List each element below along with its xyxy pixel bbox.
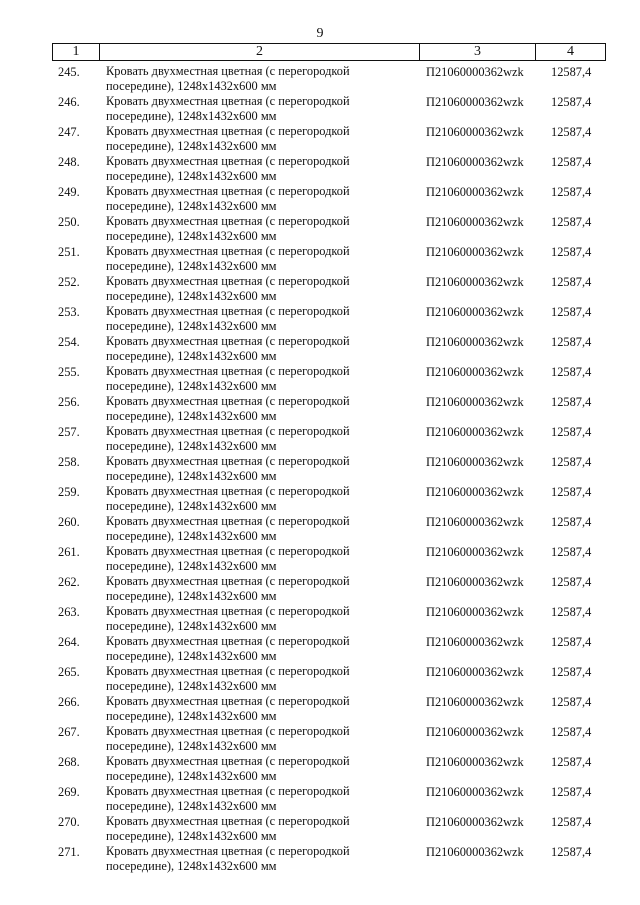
item-code: П21060000362wzk <box>426 215 524 229</box>
item-code: П21060000362wzk <box>426 845 524 859</box>
item-name-line1: Кровать двухместная цветная (с перегородкой <box>106 64 350 78</box>
row-number: 247. <box>58 125 80 139</box>
item-name-line1: Кровать двухместная цветная (с перегородкой <box>106 784 350 798</box>
item-code: П21060000362wzk <box>426 575 524 589</box>
item-name <box>106 274 406 303</box>
row-number: 257. <box>58 425 80 439</box>
row-number: 251. <box>58 245 80 259</box>
item-name-line1: Кровать двухместная цветная (с перегородкой <box>106 244 350 258</box>
item-name-line2: посередине), 1248x1432x600 мм <box>106 378 277 393</box>
item-name <box>106 394 406 423</box>
item-name <box>106 544 406 573</box>
item-value: 12587,4 <box>551 695 592 709</box>
item-code: П21060000362wzk <box>426 95 524 109</box>
item-code: П21060000362wzk <box>426 365 524 379</box>
item-name-line2: посередине), 1248x1432x600 мм <box>106 258 277 273</box>
item-value: 12587,4 <box>551 185 592 199</box>
table-row <box>0 183 640 213</box>
row-number: 255. <box>58 365 80 379</box>
item-name-line1: Кровать двухместная цветная (с перегородкой <box>106 394 350 408</box>
table-row <box>0 753 640 783</box>
item-value: 12587,4 <box>551 545 592 559</box>
table-row <box>0 303 640 333</box>
table-header <box>52 43 606 61</box>
table-row <box>0 63 640 93</box>
item-code: П21060000362wzk <box>426 65 524 79</box>
row-number: 264. <box>58 635 80 649</box>
table-row <box>0 213 640 243</box>
table-row <box>0 153 640 183</box>
item-name <box>106 634 406 663</box>
table-row <box>0 633 640 663</box>
item-name-line2: посередине), 1248x1432x600 мм <box>106 468 277 483</box>
item-value: 12587,4 <box>551 65 592 79</box>
item-value: 12587,4 <box>551 245 592 259</box>
row-number: 250. <box>58 215 80 229</box>
item-value: 12587,4 <box>551 425 592 439</box>
item-code: П21060000362wzk <box>426 425 524 439</box>
item-name-line1: Кровать двухместная цветная (с перегородкой <box>106 304 350 318</box>
item-value: 12587,4 <box>551 815 592 829</box>
item-value: 12587,4 <box>551 635 592 649</box>
row-number: 261. <box>58 545 80 559</box>
row-number: 265. <box>58 665 80 679</box>
item-code: П21060000362wzk <box>426 695 524 709</box>
item-name <box>106 724 406 753</box>
item-name-line1: Кровать двухместная цветная (с перегородкой <box>106 724 350 738</box>
item-name-line2: посередине), 1248x1432x600 мм <box>106 198 277 213</box>
item-value: 12587,4 <box>551 755 592 769</box>
item-code: П21060000362wzk <box>426 395 524 409</box>
row-number: 253. <box>58 305 80 319</box>
item-code: П21060000362wzk <box>426 455 524 469</box>
table-row <box>0 843 640 873</box>
table-body <box>0 63 640 873</box>
item-code: П21060000362wzk <box>426 545 524 559</box>
row-number: 260. <box>58 515 80 529</box>
item-value: 12587,4 <box>551 575 592 589</box>
item-name-line1: Кровать двухместная цветная (с перегородкой <box>106 424 350 438</box>
item-code: П21060000362wzk <box>426 785 524 799</box>
item-code: П21060000362wzk <box>426 185 524 199</box>
item-name-line2: посередине), 1248x1432x600 мм <box>106 288 277 303</box>
item-code: П21060000362wzk <box>426 755 524 769</box>
row-number: 256. <box>58 395 80 409</box>
item-name-line1: Кровать двухместная цветная (с перегородкой <box>106 184 350 198</box>
row-number: 254. <box>58 335 80 349</box>
table-row <box>0 243 640 273</box>
item-value: 12587,4 <box>551 335 592 349</box>
table-row <box>0 423 640 453</box>
item-name <box>106 844 406 873</box>
item-name-line2: посередине), 1248x1432x600 мм <box>106 708 277 723</box>
row-number: 269. <box>58 785 80 799</box>
item-value: 12587,4 <box>551 455 592 469</box>
item-value: 12587,4 <box>551 395 592 409</box>
item-name-line1: Кровать двухместная цветная (с перегородкой <box>106 214 350 228</box>
table-row <box>0 393 640 423</box>
row-number: 266. <box>58 695 80 709</box>
item-name <box>106 454 406 483</box>
item-name <box>106 64 406 93</box>
item-value: 12587,4 <box>551 215 592 229</box>
row-number: 262. <box>58 575 80 589</box>
item-name <box>106 574 406 603</box>
item-name-line1: Кровать двухместная цветная (с перегородкой <box>106 664 350 678</box>
item-name <box>106 424 406 453</box>
item-name <box>106 124 406 153</box>
item-name-line1: Кровать двухместная цветная (с перегородкой <box>106 634 350 648</box>
row-number: 259. <box>58 485 80 499</box>
item-name-line1: Кровать двухместная цветная (с перегородкой <box>106 154 350 168</box>
item-value: 12587,4 <box>551 725 592 739</box>
table-row <box>0 483 640 513</box>
table-row <box>0 273 640 303</box>
row-number: 245. <box>58 65 80 79</box>
item-name-line1: Кровать двухместная цветная (с перегородкой <box>106 694 350 708</box>
item-value: 12587,4 <box>551 665 592 679</box>
row-number: 252. <box>58 275 80 289</box>
row-number: 268. <box>58 755 80 769</box>
column-header-4: 4 <box>567 44 574 59</box>
item-name-line1: Кровать двухместная цветная (с перегородкой <box>106 364 350 378</box>
item-name <box>106 484 406 513</box>
table-row <box>0 603 640 633</box>
row-number: 267. <box>58 725 80 739</box>
item-name <box>106 214 406 243</box>
item-name <box>106 814 406 843</box>
item-name-line1: Кровать двухместная цветная (с перегородкой <box>106 454 350 468</box>
column-header-2: 2 <box>100 44 420 60</box>
table-row <box>0 513 640 543</box>
item-code: П21060000362wzk <box>426 275 524 289</box>
item-code: П21060000362wzk <box>426 305 524 319</box>
item-name-line2: посередине), 1248x1432x600 мм <box>106 348 277 363</box>
row-number: 270. <box>58 815 80 829</box>
item-value: 12587,4 <box>551 485 592 499</box>
item-name <box>106 94 406 123</box>
item-name-line1: Кровать двухместная цветная (с перегородкой <box>106 124 350 138</box>
page-number: 9 <box>316 26 324 41</box>
item-value: 12587,4 <box>551 125 592 139</box>
item-name <box>106 754 406 783</box>
item-name <box>106 364 406 393</box>
row-number: 271. <box>58 845 80 859</box>
table-row <box>0 723 640 753</box>
item-name <box>106 244 406 273</box>
table-row <box>0 123 640 153</box>
item-code: П21060000362wzk <box>426 665 524 679</box>
item-name-line1: Кровать двухместная цветная (с перегородкой <box>106 844 350 858</box>
item-code: П21060000362wzk <box>426 245 524 259</box>
item-value: 12587,4 <box>551 845 592 859</box>
item-name-line1: Кровать двухместная цветная (с перегородкой <box>106 514 350 528</box>
item-name-line1: Кровать двухместная цветная (с перегородкой <box>106 604 350 618</box>
row-number: 263. <box>58 605 80 619</box>
item-name <box>106 334 406 363</box>
table-row <box>0 363 640 393</box>
item-name-line1: Кровать двухместная цветная (с перегородкой <box>106 814 350 828</box>
row-number: 258. <box>58 455 80 469</box>
item-name-line2: посередине), 1248x1432x600 мм <box>106 438 277 453</box>
row-number: 248. <box>58 155 80 169</box>
item-name-line2: посередине), 1248x1432x600 мм <box>106 678 277 693</box>
item-code: П21060000362wzk <box>426 725 524 739</box>
item-name <box>106 784 406 813</box>
item-name-line2: посередине), 1248x1432x600 мм <box>106 768 277 783</box>
item-name-line2: посередине), 1248x1432x600 мм <box>106 108 277 123</box>
item-name-line2: посередине), 1248x1432x600 мм <box>106 828 277 843</box>
item-name-line1: Кровать двухместная цветная (с перегородкой <box>106 94 350 108</box>
item-name-line1: Кровать двухместная цветная (с перегородкой <box>106 274 350 288</box>
item-name <box>106 694 406 723</box>
item-name-line2: посередине), 1248x1432x600 мм <box>106 408 277 423</box>
table-row <box>0 333 640 363</box>
item-code: П21060000362wzk <box>426 485 524 499</box>
item-code: П21060000362wzk <box>426 155 524 169</box>
column-header-3: 3 <box>420 44 536 60</box>
item-name-line1: Кровать двухместная цветная (с перегородкой <box>106 484 350 498</box>
item-value: 12587,4 <box>551 305 592 319</box>
item-code: П21060000362wzk <box>426 515 524 529</box>
row-number: 246. <box>58 95 80 109</box>
row-number: 249. <box>58 185 80 199</box>
table-row <box>0 573 640 603</box>
item-value: 12587,4 <box>551 95 592 109</box>
item-code: П21060000362wzk <box>426 605 524 619</box>
table-row <box>0 453 640 483</box>
table-row <box>0 693 640 723</box>
item-name-line2: посередине), 1248x1432x600 мм <box>106 558 277 573</box>
item-name-line2: посередине), 1248x1432x600 мм <box>106 498 277 513</box>
item-code: П21060000362wzk <box>426 125 524 139</box>
item-name-line2: посередине), 1248x1432x600 мм <box>106 738 277 753</box>
item-name-line2: посередине), 1248x1432x600 мм <box>106 168 277 183</box>
item-name-line2: посередине), 1248x1432x600 мм <box>106 138 277 153</box>
item-value: 12587,4 <box>551 275 592 289</box>
item-name-line2: посередине), 1248x1432x600 мм <box>106 618 277 633</box>
table-row <box>0 813 640 843</box>
table-row <box>0 783 640 813</box>
item-value: 12587,4 <box>551 605 592 619</box>
item-name-line1: Кровать двухместная цветная (с перегородкой <box>106 754 350 768</box>
table-row <box>0 663 640 693</box>
item-code: П21060000362wzk <box>426 815 524 829</box>
column-header-1: 1 <box>53 44 100 60</box>
table-row <box>0 93 640 123</box>
item-value: 12587,4 <box>551 155 592 169</box>
item-value: 12587,4 <box>551 515 592 529</box>
item-name-line1: Кровать двухместная цветная (с перегородкой <box>106 574 350 588</box>
item-name <box>106 604 406 633</box>
item-name <box>106 664 406 693</box>
item-name-line2: посередине), 1248x1432x600 мм <box>106 648 277 663</box>
item-name-line1: Кровать двухместная цветная (с перегородкой <box>106 544 350 558</box>
item-code: П21060000362wzk <box>426 335 524 349</box>
table-row <box>0 543 640 573</box>
item-name-line2: посередине), 1248x1432x600 мм <box>106 528 277 543</box>
item-name <box>106 514 406 543</box>
item-name-line2: посередине), 1248x1432x600 мм <box>106 228 277 243</box>
item-name <box>106 184 406 213</box>
item-name-line1: Кровать двухместная цветная (с перегородкой <box>106 334 350 348</box>
item-name-line2: посередине), 1248x1432x600 мм <box>106 78 277 93</box>
item-name <box>106 304 406 333</box>
item-value: 12587,4 <box>551 365 592 379</box>
item-name-line2: посередине), 1248x1432x600 мм <box>106 318 277 333</box>
item-name-line2: посередине), 1248x1432x600 мм <box>106 858 277 873</box>
item-name <box>106 154 406 183</box>
item-name-line2: посередине), 1248x1432x600 мм <box>106 798 277 813</box>
item-code: П21060000362wzk <box>426 635 524 649</box>
item-value: 12587,4 <box>551 785 592 799</box>
item-name-line2: посередине), 1248x1432x600 мм <box>106 588 277 603</box>
